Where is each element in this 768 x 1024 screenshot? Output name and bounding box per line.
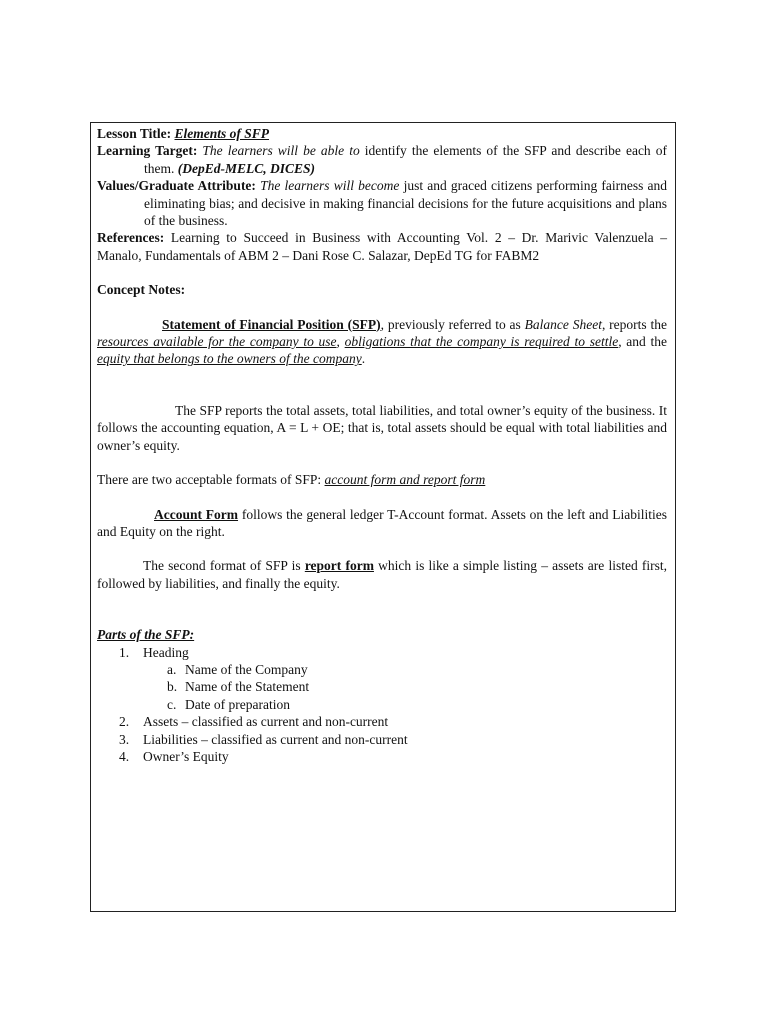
concept-notes-heading: Concept Notes:: [97, 282, 186, 298]
references-text: Learning to Succeed in Business with Accounting Vol. 2 – Dr. Marivic Valenzuela – Manalo, Fundamentals of ABM 2 – Dani Rose C. Salazar, DepEd TG for FABM2: [97, 230, 667, 263]
concept-paragraph-formats: There are two acceptable formats of SFP: account form and report form: [97, 472, 486, 488]
values-lead: The learners will become: [260, 178, 400, 194]
list-item: b. Name of the Statement: [167, 679, 310, 695]
balance-sheet-term: Balance Sheet: [524, 316, 602, 332]
heading-sublist: [97, 661, 667, 713]
learning-target-label: Learning Target:: [97, 143, 198, 159]
formats-phrase: account form and report form: [324, 472, 486, 488]
lesson-title-line: [97, 125, 667, 142]
obligations-phrase: obligations that the company is required to settle: [344, 334, 619, 350]
learning-target-source: (DepEd-MELC, DICES): [177, 160, 316, 176]
references-label: References:: [97, 230, 165, 246]
lesson-title-label: Lesson Title:: [97, 126, 172, 141]
equity-phrase: equity that belongs to the owners of the company: [97, 351, 362, 367]
values-label: Values/Graduate Attribute:: [97, 178, 256, 194]
list-item: 1. Heading: [119, 644, 189, 660]
concept-paragraph-account-form: Account Form follows the general ledger T-Account format. Assets on the left and Liabilities and Equity on the right.: [97, 506, 667, 539]
parts-list: [97, 644, 667, 766]
heading-sublist-container: [97, 661, 667, 713]
list-item: 3. Liabilities – classified as current and non-current: [119, 731, 408, 747]
sfp-term: Statement of Financial Position (SFP): [162, 316, 381, 332]
report-form-term: report form: [304, 558, 374, 574]
references: [97, 229, 667, 264]
concept-paragraph-sfp: Statement of Financial Position (SFP), previously referred to as Balance Sheet, reports the resources available for the company to use, obligations that the company is required to settle, and the equity that belongs to the owners of the company.: [97, 316, 668, 367]
values-text: just and graced citizens performing fairness and eliminating bias; and decisive in making financial decisions for the future acquisitions and plans of the business.: [144, 178, 668, 229]
lesson-title-value: Elements of SFP: [174, 126, 270, 141]
resources-phrase: resources available for the company to use: [97, 334, 337, 350]
learning-target-lead: The learners will be able to: [202, 143, 360, 159]
list-item: a. Name of the Company: [167, 661, 308, 677]
list-item: c. Date of preparation: [167, 696, 290, 712]
values-attribute: [97, 177, 667, 229]
list-item: 2. Assets – classified as current and non-current: [119, 714, 389, 730]
lesson-content: [97, 125, 667, 765]
list-item: 4. Owner’s Equity: [119, 748, 229, 764]
learning-target: [97, 142, 667, 177]
concept-paragraph-report-form: The second format of SFP is report form which is like a simple listing – assets are listed first, followed by liabilities, and finally the equity.: [97, 558, 668, 591]
lesson-frame: [90, 122, 676, 912]
learning-target-text: identify the elements of the SFP and describe each of them.: [144, 143, 667, 176]
parts-heading: Parts of the SFP:: [97, 627, 195, 643]
concept-paragraph-equation: The SFP reports the total assets, total liabilities, and total owner’s equity of the business. It follows the accounting equation, A = L + OE; that is, total assets should be equal with total liabilities and owner’s equity.: [97, 402, 667, 453]
account-form-term: Account Form: [154, 506, 239, 522]
